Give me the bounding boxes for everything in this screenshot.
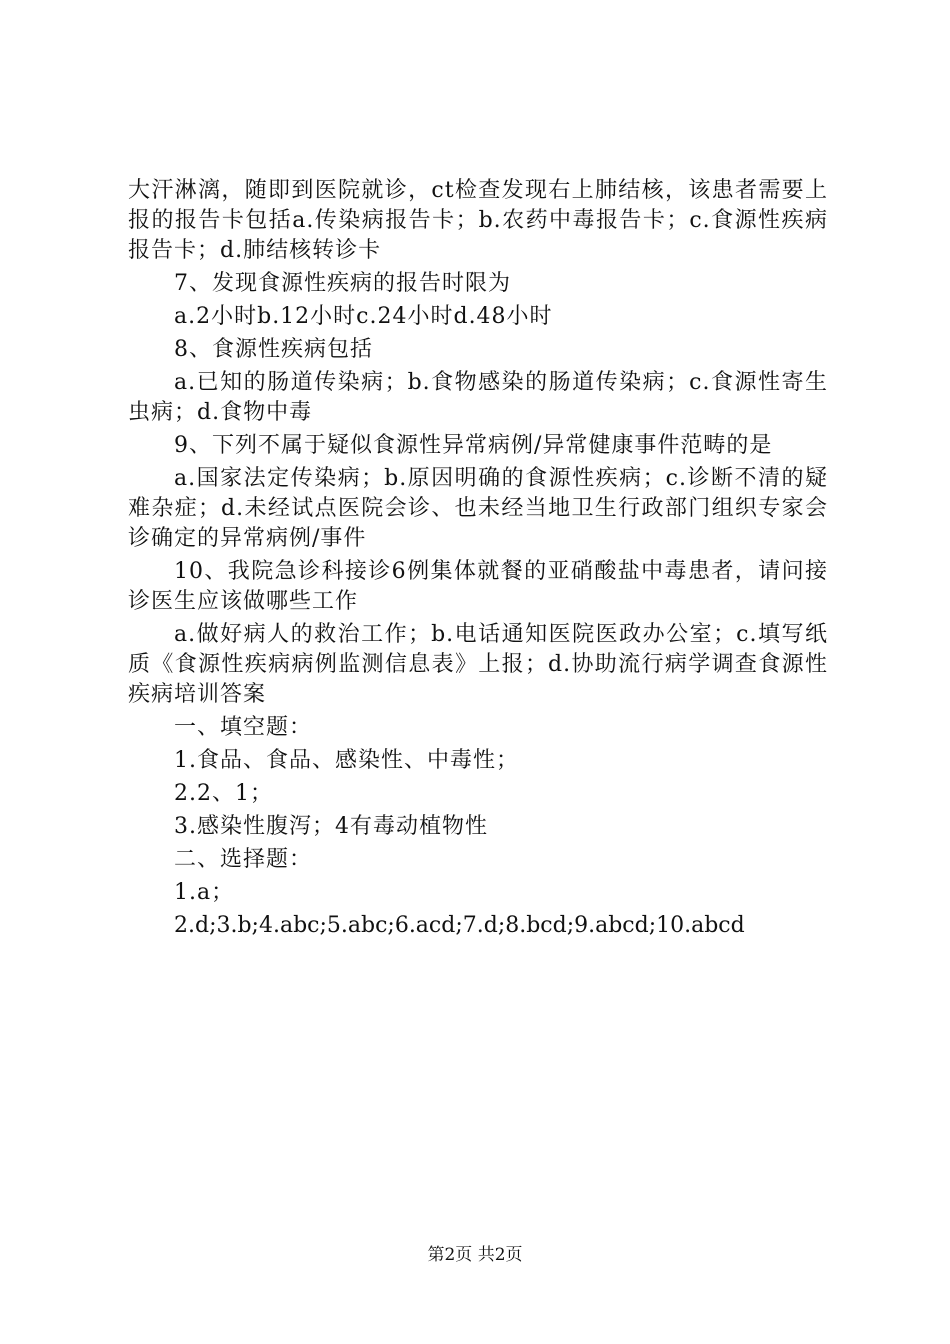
paragraph-question-8: 8、食源性疾病包括 — [174, 337, 373, 362]
answer-choice-list: 2.d;3.b;4.abc;5.abc;6.acd;7.d;8.bcd;9.abcd;10.abcd — [174, 913, 745, 938]
answer-fill-2: 2.2、1； — [174, 781, 273, 806]
answer-fill-1: 1.食品、食品、感染性、中毒性； — [174, 748, 519, 773]
paragraph-question-7: 7、发现食源性疾病的报告时限为 — [174, 271, 511, 296]
paragraph-question-10-options: a.做好病人的救治工作；b.电话通知医院医政办公室；c.填写纸质《食源性疾病病例监测信息表》上报；d.协助流行病学调查食源性疾病培训答案 — [128, 622, 828, 707]
paragraph-question-9: 9、下列不属于疑似食源性异常病例/异常健康事件范畴的是 — [174, 433, 773, 458]
page-footer: 第2页 共2页 — [427, 1245, 523, 1265]
paragraph-question-10: 10、我院急诊科接诊6例集体就餐的亚硝酸盐中毒患者，请问接诊医生应该做哪些工作 — [128, 559, 828, 614]
paragraph-question-7-options: a.2小时b.12小时c.24小时d.48小时 — [174, 304, 553, 329]
section-heading-fill-in: 一、填空题： — [174, 715, 313, 740]
section-heading-choice: 二、选择题： — [174, 847, 313, 872]
answer-fill-3: 3.感染性腹泻；4有毒动植物性 — [174, 814, 488, 839]
answer-choice-1: 1.a； — [174, 880, 235, 905]
paragraph-question-9-options: a.国家法定传染病；b.原因明确的食源性疾病；c.诊断不清的疑难杂症；d.未经试点医院会诊、也未经当地卫生行政部门组织专家会诊确定的异常病例/事件 — [128, 466, 828, 551]
document-body — [128, 176, 828, 944]
paragraph-question-8-options: a.已知的肠道传染病；b.食物感染的肠道传染病；c.食源性寄生虫病；d.食物中毒 — [128, 370, 828, 425]
paragraph-question-6-continued: 大汗淋漓，随即到医院就诊，ct检查发现右上肺结核，该患者需要上报的报告卡包括a.传染病报告卡；b.农药中毒报告卡；c.食源性疾病报告卡；d.肺结核转诊卡 — [128, 178, 828, 263]
